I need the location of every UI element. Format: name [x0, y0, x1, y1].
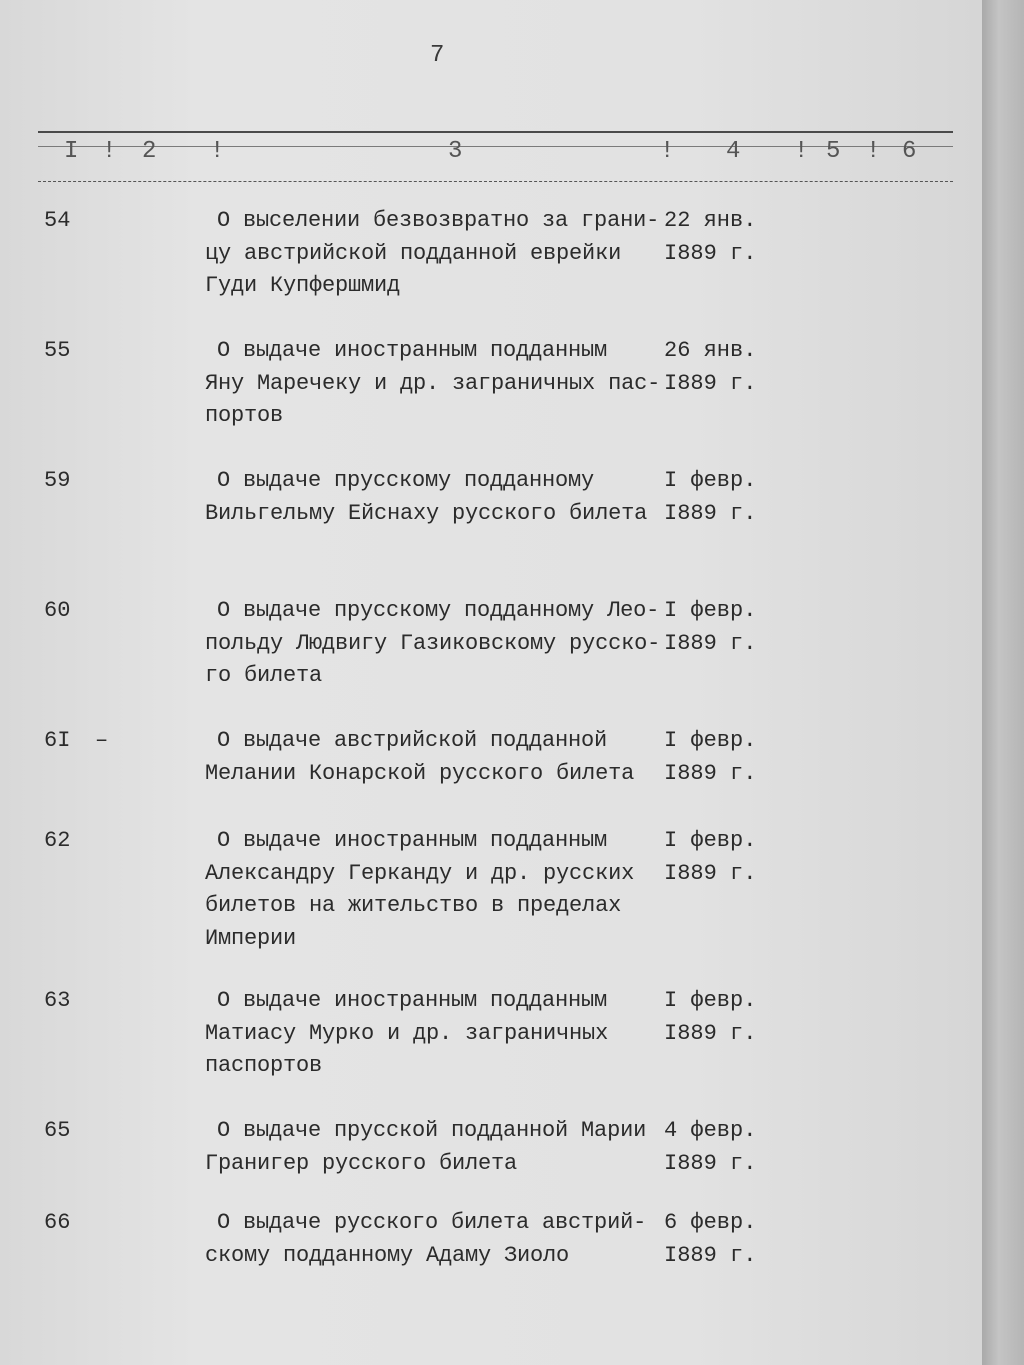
col-header: I — [64, 138, 79, 165]
entry-title-line: О выселении безвозвратно за грани- — [217, 208, 660, 233]
entry-title-line: О выдаче иностранным подданным — [217, 988, 608, 1013]
entry-date-line: 22 янв. — [664, 208, 757, 233]
entry-title-line: Мелании Конарской русского билета — [205, 760, 635, 786]
entry-number: 55 — [44, 338, 71, 363]
entry-number: 62 — [44, 828, 71, 853]
entry-title-line: скому подданному Адаму Зиоло — [205, 1242, 570, 1268]
col-separator: ! — [660, 138, 675, 165]
entry-date-line: 6 февр. — [664, 1210, 757, 1235]
entry-title-line: Вильгельму Ейснаху русского билета — [205, 500, 648, 526]
entry-date-line: I февр. — [664, 598, 757, 623]
entry-date-line: I февр. — [664, 468, 757, 493]
entry-number: 54 — [44, 208, 71, 233]
entry-title-line: Гранигер русского билета — [205, 1150, 518, 1176]
entry-title-line: паспортов — [205, 1053, 323, 1078]
col-separator: ! — [102, 138, 117, 165]
entry-title-line: Яну Маречеку и др. заграничных пас- — [205, 370, 661, 396]
entry-title-line: портов — [205, 403, 284, 428]
entry-mark: – — [95, 728, 109, 753]
entry-number: 66 — [44, 1210, 71, 1235]
col-separator: ! — [866, 138, 881, 165]
entry-date-line: I февр. — [664, 988, 757, 1013]
header-bottom-rule — [38, 181, 953, 182]
entry-title-line: Матиасу Мурко и др. заграничных — [205, 1020, 609, 1046]
col-header: 5 — [826, 138, 841, 165]
entry-title-line: цу австрийской подданной еврейки — [205, 240, 622, 266]
entry-title-line: О выдаче прусской подданной Марии — [217, 1118, 647, 1143]
entry-date-line: I889 г. — [664, 760, 757, 786]
entry-date-line: I889 г. — [664, 630, 757, 656]
entry-title-line: го билета — [205, 663, 323, 688]
entry-date-line: I889 г. — [664, 860, 757, 886]
entry-number: 60 — [44, 598, 71, 623]
col-header: 4 — [726, 138, 741, 165]
entry-title-line: О выдаче прусскому подданному — [217, 468, 595, 493]
entry-date-line: I февр. — [664, 828, 757, 853]
col-header: 6 — [902, 138, 917, 165]
entry-number: 59 — [44, 468, 71, 493]
entry-title-line: Гуди Купфершмид — [205, 273, 401, 298]
entry-title-line: О выдаче иностранным подданным — [217, 338, 608, 363]
entry-date-line: I889 г. — [664, 240, 757, 266]
entry-title-line: О выдаче прусскому подданному Лео- — [217, 598, 660, 623]
col-separator: ! — [210, 138, 225, 165]
entry-title-line: билетов на жительство в пределах — [205, 893, 622, 918]
entry-title-line: О выдаче русского билета австрий- — [217, 1210, 647, 1235]
col-header: 2 — [142, 138, 157, 165]
entry-number: 6I — [44, 728, 71, 753]
col-header: 3 — [448, 138, 463, 165]
page-edge — [982, 0, 1024, 1365]
entry-number: 65 — [44, 1118, 71, 1143]
entry-date-line: I889 г. — [664, 1020, 757, 1046]
entry-date-line: 4 февр. — [664, 1118, 757, 1143]
entry-title-line: Империи — [205, 925, 297, 951]
page-number: 7 — [430, 42, 445, 69]
entry-title-line: О выдаче иностранным подданным — [217, 828, 608, 853]
entry-title-line: О выдаче австрийской подданной — [217, 728, 608, 753]
entry-title-line: польду Людвигу Газиковскому русско- — [205, 630, 661, 656]
entry-title-line: Александру Герканду и др. русских — [205, 860, 635, 886]
entry-number: 63 — [44, 988, 71, 1013]
entry-date-line: I февр. — [664, 728, 757, 753]
entry-date-line: 26 янв. — [664, 338, 757, 363]
header-inner-rule — [38, 146, 953, 147]
entry-date-line: I889 г. — [664, 500, 757, 526]
entry-date-line: I889 г. — [664, 1150, 757, 1176]
header-top-rule — [38, 131, 953, 133]
col-separator: ! — [794, 138, 809, 165]
entry-date-line: I889 г. — [664, 1242, 757, 1268]
entry-date-line: I889 г. — [664, 370, 757, 396]
